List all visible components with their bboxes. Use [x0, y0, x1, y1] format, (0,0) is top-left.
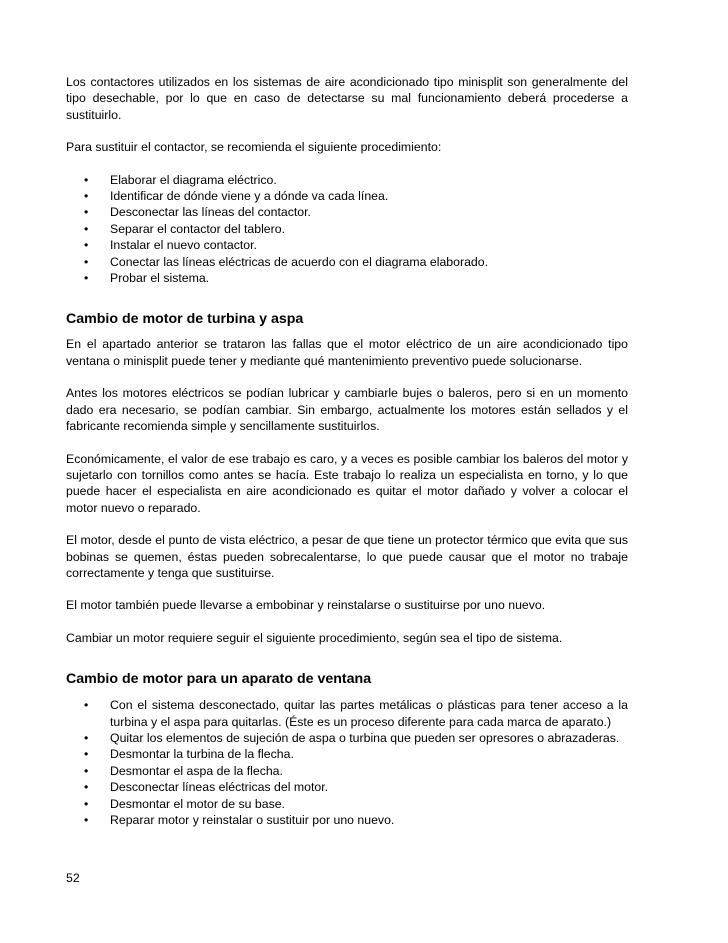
- paragraph-procedimiento-intro: Para sustituir el contactor, se recomienda el siguiente procedimiento:: [66, 140, 442, 155]
- contactor-steps-list: [66, 172, 628, 287]
- list-item: • Desmontar el motor de su base.: [84, 796, 285, 811]
- bullet-icon: •: [84, 221, 89, 236]
- list-item: • Elaborar el diagrama eléctrico.: [84, 172, 277, 187]
- paragraph-embobinar: El motor también puede llevarse a embobinar y reinstalarse o sustituirse por uno nuevo.: [66, 598, 546, 613]
- paragraph-cambiar-motor: Cambiar un motor requiere seguir el siguiente procedimiento, según sea el tipo de sistema.: [66, 630, 563, 645]
- bullet-icon: •: [84, 698, 89, 713]
- list-item: • Conectar las líneas eléctricas de acuerdo con el diagrama elaborado.: [84, 254, 489, 269]
- paragraph-apartado-anterior: En el apartado anterior se trataron las fallas que el motor eléctrico de un aire acondicionado tipo ventana o minisplit puede tener y mediante qué mantenimiento preventivo puede solucionarse.: [66, 337, 628, 368]
- list-item: • Probar el sistema.: [84, 271, 210, 286]
- list-item: • Reparar motor y reinstalar o sustituir por uno nuevo.: [84, 813, 395, 827]
- page-number: 52: [66, 871, 80, 885]
- bullet-icon: •: [84, 763, 89, 778]
- list-item: • Desmontar la turbina de la flecha.: [84, 747, 294, 762]
- paragraph-motor-electrico: El motor, desde el punto de vista eléctrico, a pesar de que tiene un protector térmico que evita que sus bobinas se quemen, éstas pueden sobrecalentarse, lo que puede causar que el motor no trabaje correctamente y tenga que sustituirse.: [66, 533, 628, 580]
- bullet-icon: •: [84, 730, 89, 745]
- ventana-steps-list: [66, 697, 628, 828]
- list-item: • Desconectar las líneas del contactor.: [84, 205, 311, 220]
- section-heading-turbina: Cambio de motor de turbina y aspa: [66, 311, 304, 328]
- bullet-icon: •: [84, 205, 89, 220]
- list-item: • Desmontar el aspa de la flecha.: [84, 763, 283, 778]
- list-item: • Desconectar líneas eléctricas del motor.: [84, 780, 329, 795]
- bullet-icon: •: [84, 172, 89, 187]
- paragraph-contactores: Los contactores utilizados en los sistemas de aire acondicionado tipo minisplit son generalmente del tipo desechable, por lo que en caso de detectarse su mal funcionamiento deberá procederse a sustituirlo.: [66, 75, 628, 122]
- bullet-icon: •: [84, 813, 89, 827]
- list-item: • Con el sistema desconectado, quitar las partes metálicas o plásticas para tener acceso a la turbina y el aspa para quitarlas. (Éste es un proceso diferente para cada marca de aparato.): [84, 698, 628, 729]
- list-item: • Instalar el nuevo contactor.: [84, 238, 257, 253]
- paragraph-antes-motores: Antes los motores eléctricos se podían lubricar y cambiarle bujes o baleros, pero si en un momento dado era necesario, se podían cambiar. Sin embargo, actualmente los motores están sellados y el fabricante recomienda simple y sencillamente sustituirlos.: [66, 386, 628, 434]
- list-item: • Separar el contactor del tablero.: [84, 221, 285, 236]
- section-heading-ventana: Cambio de motor para un aparato de ventana: [66, 671, 372, 688]
- bullet-icon: •: [84, 238, 89, 253]
- bullet-icon: •: [84, 796, 89, 811]
- bullet-icon: •: [84, 747, 89, 762]
- bullet-icon: •: [84, 189, 89, 204]
- list-item: • Identificar de dónde viene y a dónde va cada línea.: [84, 189, 389, 204]
- bullet-icon: •: [84, 780, 89, 795]
- bullet-icon: •: [84, 254, 89, 269]
- paragraph-economicamente: Económicamente, el valor de ese trabajo es caro, y a veces es posible cambiar los baleros del motor y sujetarlo con tornillos como antes se hacía. Este trabajo lo realiza un especialista en torno, y lo que puede hacer el especialista en aire acondicionado es quitar el motor dañado y volver a colocar el motor nuevo o reparado.: [66, 451, 628, 515]
- list-item: • Quitar los elementos de sujeción de aspa o turbina que pueden ser opresores o abrazaderas.: [84, 730, 620, 745]
- bullet-icon: •: [84, 271, 89, 286]
